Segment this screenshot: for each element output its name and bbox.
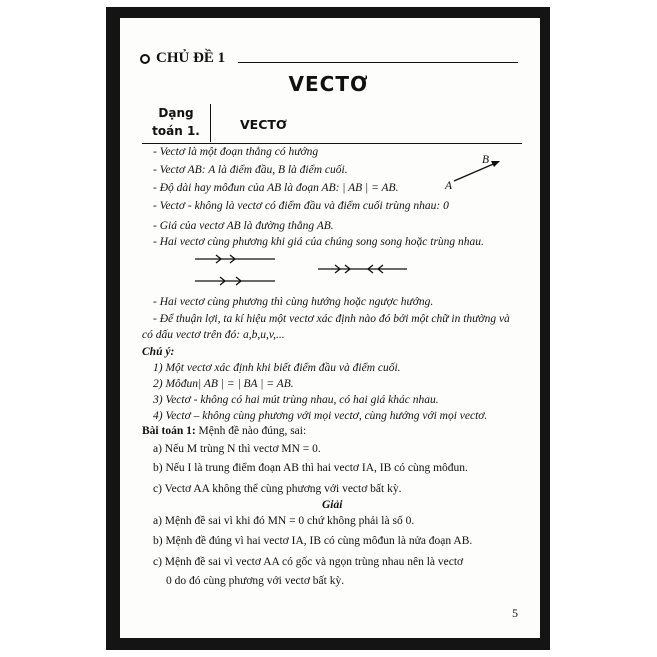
- solution-item-c-cont: 0 do đó cùng phương với vectơ bất kỳ.: [166, 575, 345, 587]
- intro-line-4: - Vectơ - không là vectơ có điểm đầu và điểm cuối trùng nhau: 0: [153, 200, 449, 212]
- solution-item-c: c) Mệnh đề sai vì vectơ AA có gốc và ngọn trùng nhau nên là vectơ: [153, 556, 464, 568]
- more-line-2: - Để thuận lợi, ta kí hiệu một vectơ xác định nào đó bởi một chữ in thường và: [153, 313, 510, 325]
- intro-line-2: - Vectơ AB: A là điểm đầu, B là điểm cuối.: [153, 164, 348, 176]
- more-line-3: có dấu vectơ trên đó: a,b,u,v,...: [142, 329, 285, 341]
- note-item-4: 4) Vectơ – không cùng phương với mọi vectơ, cùng hướng với mọi vectơ.: [153, 410, 488, 422]
- intro-line-1: - Vectơ là một đoạn thẳng có hướng: [153, 146, 319, 158]
- point-a-label: A: [445, 180, 453, 192]
- problem-item-a: a) Nếu M trùng N thì vectơ MN = 0.: [153, 443, 321, 455]
- section-title: VECTƠ: [240, 117, 287, 132]
- topic-label: CHỦ ĐỀ 1: [156, 50, 226, 66]
- page-title: VECTƠ: [288, 72, 369, 96]
- circle-bullet-icon: [140, 54, 150, 64]
- solution-heading: Giải: [322, 499, 343, 511]
- problem-question: Mệnh đề nào đúng, sai:: [198, 425, 307, 437]
- page-number: 5: [512, 606, 518, 620]
- intro-line-3: - Độ dài hay môđun của AB là đoạn AB: | AB | = AB.: [153, 182, 399, 194]
- note-item-2: 2) Môđun| AB | = | BA | = AB.: [153, 378, 294, 390]
- topic-heading: [140, 50, 225, 67]
- note-item-3: 3) Vectơ - không có hai mút trùng nhau, có hai giá khác nhau.: [153, 394, 439, 406]
- intro-line-5: - Giá của vectơ AB là đường thẳng AB.: [153, 220, 334, 232]
- section-label: Dạng toán 1.: [152, 106, 200, 138]
- note-heading: Chú ý:: [142, 346, 175, 358]
- solution-item-a: a) Mệnh đề sai vì khi đó MN = 0 chứ không phải là số 0.: [153, 515, 415, 527]
- intro-line-6: - Hai vectơ cùng phương khi giá của chúng song song hoặc trùng nhau.: [153, 236, 484, 248]
- problem-item-c: c) Vectơ AA không thể cùng phương với vectơ bất kỳ.: [153, 483, 402, 495]
- solution-item-b: b) Mệnh đề đúng vì hai vectơ IA, IB có cùng môđun là nửa đoạn AB.: [153, 535, 473, 547]
- section-rule: [142, 143, 522, 144]
- topic-rule: [238, 62, 518, 63]
- note-item-1: 1) Một vectơ xác định khi biết điểm đầu và điểm cuối.: [153, 362, 401, 374]
- same-direction-diagram: [190, 252, 280, 287]
- problem-heading: [142, 425, 306, 437]
- more-line-1: - Hai vectơ cùng phương thì cùng hướng hoặc ngược hướng.: [153, 296, 434, 308]
- problem-label: Bài toán 1:: [142, 425, 196, 437]
- opposite-direction-diagram: [315, 262, 410, 278]
- problem-item-b: b) Nếu I là trung điểm đoạn AB thì hai vectơ IA, IB có cùng môđun.: [153, 462, 468, 474]
- point-b-label: B: [482, 154, 490, 166]
